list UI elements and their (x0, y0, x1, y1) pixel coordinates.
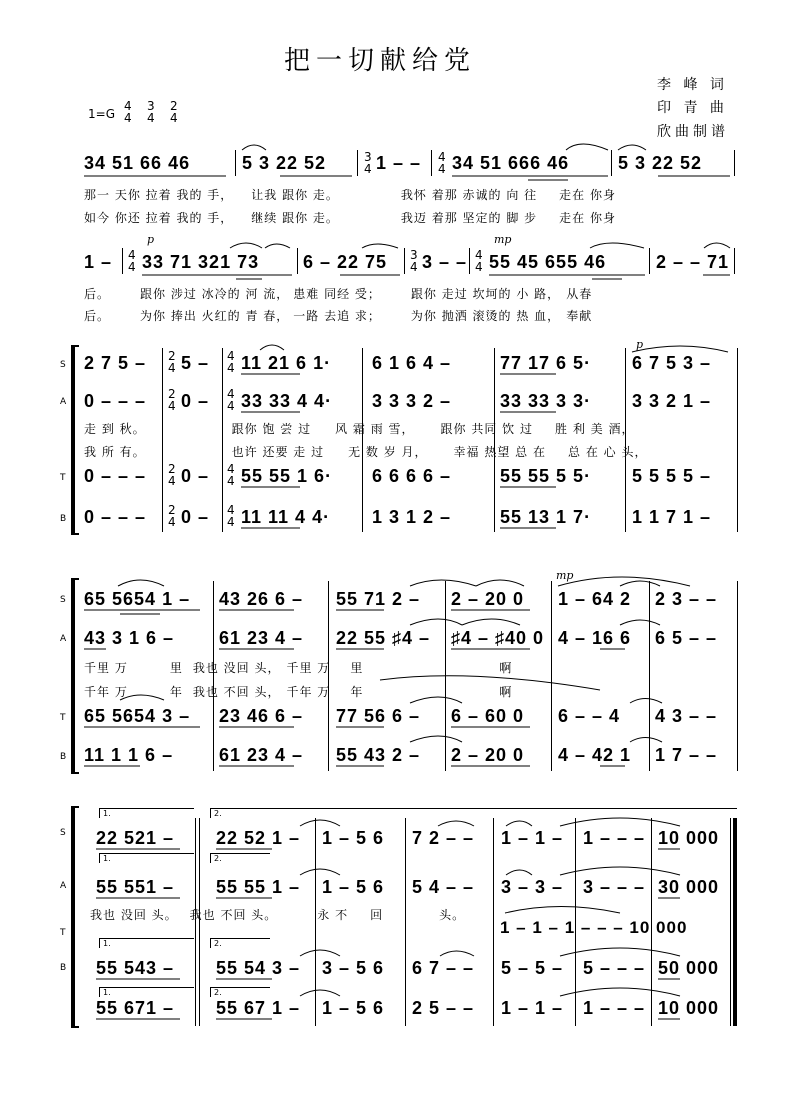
bass-m3: 11 11 4 4· (241, 507, 331, 527)
tenor-m2: 3 – 5 6 (322, 958, 385, 978)
alto-m3: 22 55 ♯4 – (336, 628, 431, 648)
time-signature-2-4: 2 4 (168, 349, 176, 375)
soprano-m2: 1 – 5 6 (322, 828, 385, 848)
voice-label-t: T (60, 713, 66, 723)
alto-m5: 33 33 3 3· (500, 391, 592, 411)
tenor-m3: 6 7 – – (412, 958, 475, 978)
bass-m4: 1 – 1 – (501, 998, 564, 1018)
soprano-m5: 1 – 64 2 (558, 589, 632, 609)
bass-m2: 0 – (181, 507, 210, 527)
voice-label-s: S (60, 828, 66, 838)
soprano-m1: 2 7 5 – (84, 353, 147, 373)
bass-m2: 1 – 5 6 (322, 998, 385, 1018)
dynamic-p: p (147, 233, 155, 246)
voice-label-t: T (60, 928, 66, 938)
soprano-m6: 2 3 – – (655, 589, 718, 609)
measure-1b-notes: 33 71 321 73 (142, 252, 260, 272)
composer-credit: 印 青 曲 (657, 100, 728, 116)
bass-volta-1: 55 671 – (96, 998, 175, 1018)
soprano-m5: 1 – – – (583, 828, 646, 848)
voice-label-s: S (60, 360, 66, 370)
volta-label: 1. (103, 854, 111, 863)
bass-m1: 0 – – – (84, 507, 147, 527)
time-signature-3-4: 3 4 (147, 99, 155, 125)
bass-m5: 1 – – – (583, 998, 646, 1018)
tenor-m6: 50 000 (658, 958, 720, 978)
lyric-line-2: 如今 你还 拉着 我的 手， 继续 跟你 走。 我迈 着那 坚定的 脚 步 走在 你身 (84, 211, 616, 225)
tenor-m4: 6 6 6 6 – (372, 466, 452, 486)
alto-m1: 0 – – – (84, 391, 147, 411)
lyric-line-1: 千里 万 里 我也 没回 头， 千里 万 里 啊 (84, 661, 513, 675)
arranger-credit: 欣曲制谱 (657, 124, 729, 140)
time-signature-4-4: 4 4 (227, 349, 235, 375)
alto-m2: 1 – 5 6 (322, 877, 385, 897)
lyric-line-2: 千年 万 年 我也 不回 头， 千年 万 年 啊 (84, 685, 513, 699)
volta-label: 2. (214, 939, 222, 948)
soprano-m2: 43 26 6 – (219, 589, 304, 609)
voice-label-a: A (60, 881, 67, 891)
alto-m3: 33 33 4 4· (241, 391, 333, 411)
bass-m2: 61 23 4 – (219, 745, 304, 765)
bass-m6: 10 000 (658, 998, 720, 1018)
measure-4-notes: 55 45 655 46 (489, 252, 607, 272)
tenor-m2: 23 46 6 – (219, 706, 304, 726)
bass-m1: 55 67 1 – (216, 998, 301, 1018)
alto-m3: 5 4 – – (412, 877, 475, 897)
tenor-m1: 65 5654 3 – (84, 706, 191, 726)
soprano-m1: 22 52 1 – (216, 828, 301, 848)
soprano-m4: 6 1 6 4 – (372, 353, 452, 373)
soprano-m6: 10 000 (658, 828, 720, 848)
time-signature-4-4: 4 4 (438, 150, 446, 176)
tenor-m1: 0 – – – (84, 466, 147, 486)
volta-label: 2. (214, 809, 222, 818)
lyric-line-1: 那一 天你 拉着 我的 手， 让我 跟你 走。 我怀 着那 赤诚的 向 往 走在 你身 (84, 188, 616, 202)
tenor-m5: 6 – – 4 (558, 706, 621, 726)
alto-m6: 30 000 (658, 877, 720, 897)
soprano-m3: 11 21 6 1· (241, 353, 332, 373)
measure-5-notes: 2 – – 71 (656, 252, 730, 272)
tenor-m4: 6 – 60 0 (451, 706, 525, 726)
bass-m6: 1 7 – – (655, 745, 718, 765)
alto-m2: 61 23 4 – (219, 628, 304, 648)
tenor-m5: 5 – – – (583, 958, 646, 978)
tenor-m4: 5 – 5 – (501, 958, 564, 978)
time-signature-4-4: 4 4 (227, 387, 235, 413)
voice-label-b: B (60, 514, 67, 524)
volta-label: 1. (103, 988, 111, 997)
tenor-m5: 55 55 5 5· (500, 466, 592, 486)
measure-1a-notes: 1 – (84, 252, 113, 272)
upper-divisi-notes: 1 – 1 – 1 – – – 10 000 (500, 918, 688, 937)
bass-m5: 55 13 1 7· (500, 507, 592, 527)
voice-label-a: A (60, 634, 67, 644)
measure-3-notes: 3 – – (422, 252, 468, 272)
time-signature-2-4: 2 4 (168, 462, 176, 488)
time-signature-2-4: 2 4 (168, 387, 176, 413)
bass-m4: 1 3 1 2 – (372, 507, 452, 527)
alto-m2: 0 – (181, 391, 210, 411)
measure-5-notes: 5 3 22 52 (618, 153, 703, 173)
time-signature-4-4: 4 4 (124, 99, 132, 125)
time-signature-4-4: 4 4 (128, 248, 136, 274)
tenor-m3: 55 55 1 6· (241, 466, 333, 486)
dynamic-mp: mp (556, 569, 574, 582)
measure-2-notes: 6 – 22 75 (303, 252, 388, 272)
bass-m3: 55 43 2 – (336, 745, 421, 765)
lyric-line-2: 我 所 有。 也许 还要 走 过 无 数 岁 月， 幸福 热望 总 在 总 在 心 头， (84, 445, 648, 459)
volta-label: 2. (214, 854, 222, 863)
measure-1-notes: 34 51 66 46 (84, 153, 191, 173)
time-signature-4-4: 4 4 (227, 503, 235, 529)
voice-label-b: B (60, 752, 67, 762)
voice-label-a: A (60, 397, 67, 407)
alto-m6: 6 5 – – (655, 628, 718, 648)
tenor-m3: 77 56 6 – (336, 706, 421, 726)
soprano-m3: 55 71 2 – (336, 589, 421, 609)
voice-label-b: B (60, 963, 67, 973)
time-signature-2-4: 2 4 (170, 99, 178, 125)
tenor-m6: 5 5 5 5 – (632, 466, 712, 486)
measure-3-notes: 1 – – (376, 153, 422, 173)
tenor-m6: 4 3 – – (655, 706, 718, 726)
time-signature-3-4: 3 4 (364, 150, 372, 176)
volta-label: 1. (103, 939, 111, 948)
measure-2-notes: 5 3 22 52 (242, 153, 327, 173)
soprano-volta-1: 22 521 – (96, 828, 175, 848)
alto-volta-1: 55 551 – (96, 877, 175, 897)
volta-label: 1. (103, 809, 111, 818)
lyric-line-2: 后。 为你 捧出 火红的 青 春， 一路 去追 求； 为你 抛洒 滚烫的 热 血， 奉献 (84, 309, 593, 323)
lyric-line: 我也 没回 头。 我也 不回 头。 永 不 回 头。 (90, 908, 466, 922)
page-title: 把一切献给党 (284, 46, 477, 76)
bass-m6: 1 1 7 1 – (632, 507, 712, 527)
alto-m1: 43 3 1 6 – (84, 628, 175, 648)
measure-4-notes: 34 51 666 46 (452, 153, 570, 173)
alto-m6: 3 3 2 1 – (632, 391, 712, 411)
bass-m5: 4 – 42 1 (558, 745, 632, 765)
time-signature-2-4: 2 4 (168, 503, 176, 529)
voice-label-s: S (60, 595, 66, 605)
soprano-m2: 5 – (181, 353, 210, 373)
tenor-m1: 55 54 3 – (216, 958, 301, 978)
alto-m5: 4 – 16 6 (558, 628, 632, 648)
volta-label: 2. (214, 988, 222, 997)
soprano-m6: 6 7 5 3 – (632, 353, 712, 373)
bass-m1: 11 1 1 6 – (84, 745, 174, 765)
alto-m4: 3 – 3 – (501, 877, 564, 897)
tenor-m2: 0 – (181, 466, 210, 486)
soprano-m4: 1 – 1 – (501, 828, 564, 848)
key-signature: 1=G (88, 107, 115, 121)
time-signature-4-4: 4 4 (475, 248, 483, 274)
soprano-m5: 77 17 6 5· (500, 353, 592, 373)
alto-m5: 3 – – – (583, 877, 646, 897)
lyric-line-1: 走 到 秋。 跟你 饱 尝 过 风 霜 雨 雪， 跟你 共同 饮 过 胜 利 美 酒， (84, 422, 635, 436)
soprano-m4: 2 – 20 0 (451, 589, 525, 609)
lyric-line-1: 后。 跟你 涉过 冰冷的 河 流， 患难 同经 受； 跟你 走过 坎坷的 小 路， 从春 (84, 287, 593, 301)
alto-m4: ♯4 – ♯40 0 (451, 628, 545, 648)
alto-m1: 55 55 1 – (216, 877, 301, 897)
alto-m4: 3 3 3 2 – (372, 391, 452, 411)
bass-m4: 2 – 20 0 (451, 745, 525, 765)
time-signature-3-4: 3 4 (410, 248, 418, 274)
time-signature-4-4: 4 4 (227, 462, 235, 488)
dynamic-mp: mp (494, 233, 512, 246)
lyricist-credit: 李 峰 词 (657, 77, 728, 93)
voice-label-t: T (60, 473, 66, 483)
tenor-volta-1: 55 543 – (96, 958, 175, 978)
dynamic-p: p (636, 338, 644, 351)
bass-m3: 2 5 – – (412, 998, 475, 1018)
soprano-m3: 7 2 – – (412, 828, 475, 848)
soprano-m1: 65 5654 1 – (84, 589, 191, 609)
